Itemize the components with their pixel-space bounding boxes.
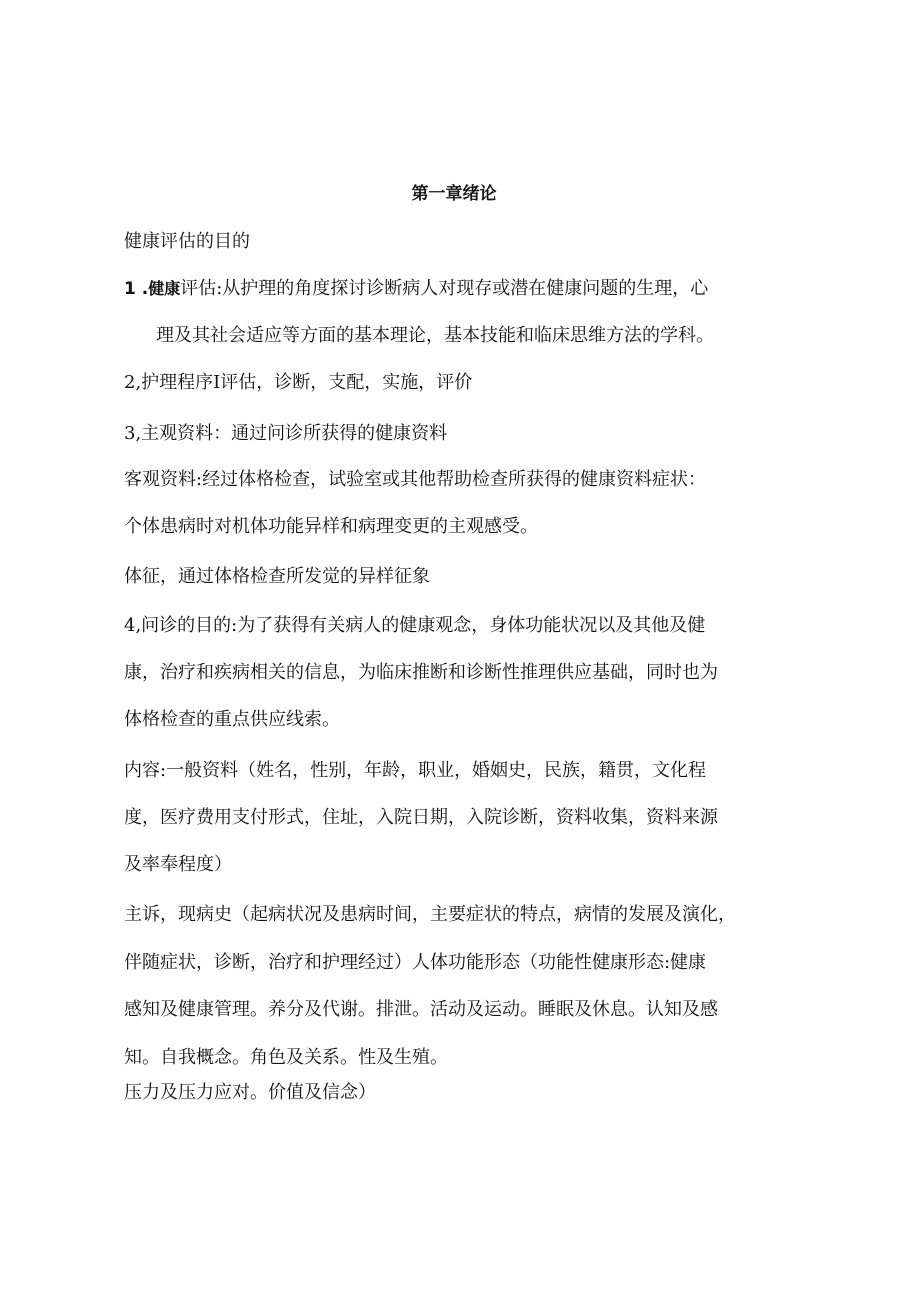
body-line: 度，医疗费用支付形式，住址，入院日期，入院诊断，资料收集，资料来源 <box>124 807 718 828</box>
body-line: 及率奉程度） <box>124 854 232 875</box>
item-1-text: 评估:从护理的角度探讨诊断病人对现存或潜在健康问题的生理，心 <box>180 278 709 299</box>
chapter-title: 第一章绪论 <box>411 184 497 204</box>
body-line: 个体患病时对机体功能异样和病理变更的主观感受。 <box>124 516 538 537</box>
body-line: 体格检查的重点供应线索。 <box>124 709 340 730</box>
body-line: 康，治疗和疾病相关的信息，为临床推断和诊断性推理供应基础，同时也为 <box>124 662 718 683</box>
section-heading: 健康评估的目的 <box>124 231 250 252</box>
item-1-number: 1 . <box>124 279 149 299</box>
body-line: 伴随症状，诊断，治疗和护理经过）人体功能形态（功能性健康形态:健康 <box>124 952 707 973</box>
body-line: 体征，通过体格检查所发觉的异样征象 <box>124 566 430 587</box>
item-1-continuation: 理及其社会适应等方面的基本理论，基本技能和临床思维方法的学科。 <box>156 325 714 346</box>
body-line: 主诉，现病史（起病状况及患病时间，主要症状的特点，病情的发展及演化， <box>124 904 736 925</box>
body-line: 感知及健康管理。养分及代谢。排泄。活动及运动。睡眠及休息。认知及感 <box>124 999 718 1020</box>
body-line: 3,主观资料：通过问诊所获得的健康资料 <box>124 423 448 444</box>
item-1-keyword: 健康 <box>148 279 181 298</box>
item-1-line <box>124 276 708 302</box>
body-line: 4,问诊的目的:为了获得有关病人的健康观念，身体功能状况以及其他及健 <box>124 615 706 636</box>
body-line: 内容:一般资料（姓名，性别，年龄，职业，婚姻史，民族，籍贯，文化程 <box>124 760 707 781</box>
body-line: 2,护理程序I评估，诊断，支配，实施，评价 <box>124 372 473 393</box>
body-line: 压力及压力应对。价值及信念） <box>124 1082 376 1103</box>
body-line: 客观资料:经过体格检查，试验室或其他帮助检查所获得的健康资料症状： <box>124 469 707 490</box>
body-line: 知。自我概念。角色及关系。性及生殖。 <box>124 1047 448 1068</box>
